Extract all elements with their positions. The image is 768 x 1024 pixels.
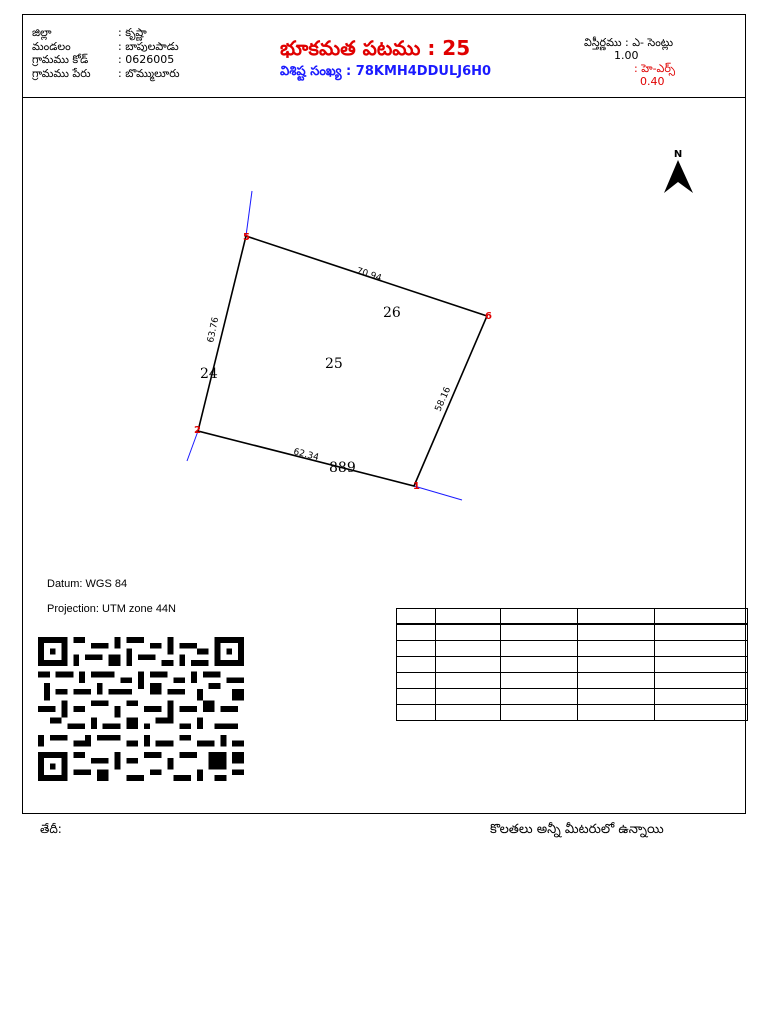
survey-number-north: 26 xyxy=(383,305,401,321)
vertex-label: 1 xyxy=(413,481,420,492)
survey-number-south: 889 xyxy=(329,460,356,476)
edge-length: 62.34 xyxy=(292,447,320,464)
page-title: భూకమత పటము : 25 xyxy=(280,36,471,60)
extension-line-south xyxy=(414,486,462,500)
table-header-row xyxy=(397,609,748,625)
north-arrow-icon xyxy=(664,160,693,193)
village-code-label: గ్రామము కోడ్ xyxy=(32,53,89,66)
village-code-value: : 0626005 xyxy=(118,53,175,66)
village-name-label: గ్రామము పేరు xyxy=(32,66,91,80)
table-row xyxy=(397,624,748,641)
table-row xyxy=(397,689,748,705)
edge-length: 58.16 xyxy=(433,385,454,414)
north-label: N xyxy=(673,149,683,160)
vertex-label: 6 xyxy=(485,311,492,322)
area-acre-value: 1.00 xyxy=(614,49,639,62)
measurement-note: కొలతలు అన్నీ మీటరులో ఉన్నాయి xyxy=(490,822,664,837)
table-row xyxy=(397,657,748,673)
district-label: జిల్లా xyxy=(32,26,52,39)
extension-line-north xyxy=(246,191,252,236)
datum-text: Datum: WGS 84 xyxy=(47,578,128,590)
table-row xyxy=(397,641,748,657)
qr-code xyxy=(38,637,244,781)
area-unit-acre: : ఎ- సెంట్లు xyxy=(625,36,674,49)
area-hectare-value: 0.40 xyxy=(640,75,665,88)
table-row xyxy=(397,673,748,689)
mandal-value: : బాపులపాడు xyxy=(118,39,179,53)
coordinates-table xyxy=(396,608,748,721)
district-value: : కృష్ణా xyxy=(118,26,147,39)
vertex-label: 2 xyxy=(194,425,201,436)
unique-id: విశిష్ట సంఖ్య : 78KMH4DDULJ6H0 xyxy=(280,64,492,79)
vertex-label: 5 xyxy=(243,232,250,243)
survey-number-main: 25 xyxy=(325,356,343,372)
village-name-value: : బొమ్ములూరు xyxy=(118,66,180,80)
date-label: తేదీ: xyxy=(40,822,62,836)
edge-length: 70.94 xyxy=(355,266,383,284)
mandal-label: మండలం xyxy=(32,39,71,53)
table-row xyxy=(397,705,748,721)
survey-number-west: 24 xyxy=(200,366,218,382)
area-label: విస్తీర్ణము xyxy=(584,36,622,49)
projection-text: Projection: UTM zone 44N xyxy=(47,603,176,615)
area-unit-hectare: : హె-ఎర్స్ xyxy=(634,62,676,75)
edge-length: 63.76 xyxy=(206,316,222,344)
